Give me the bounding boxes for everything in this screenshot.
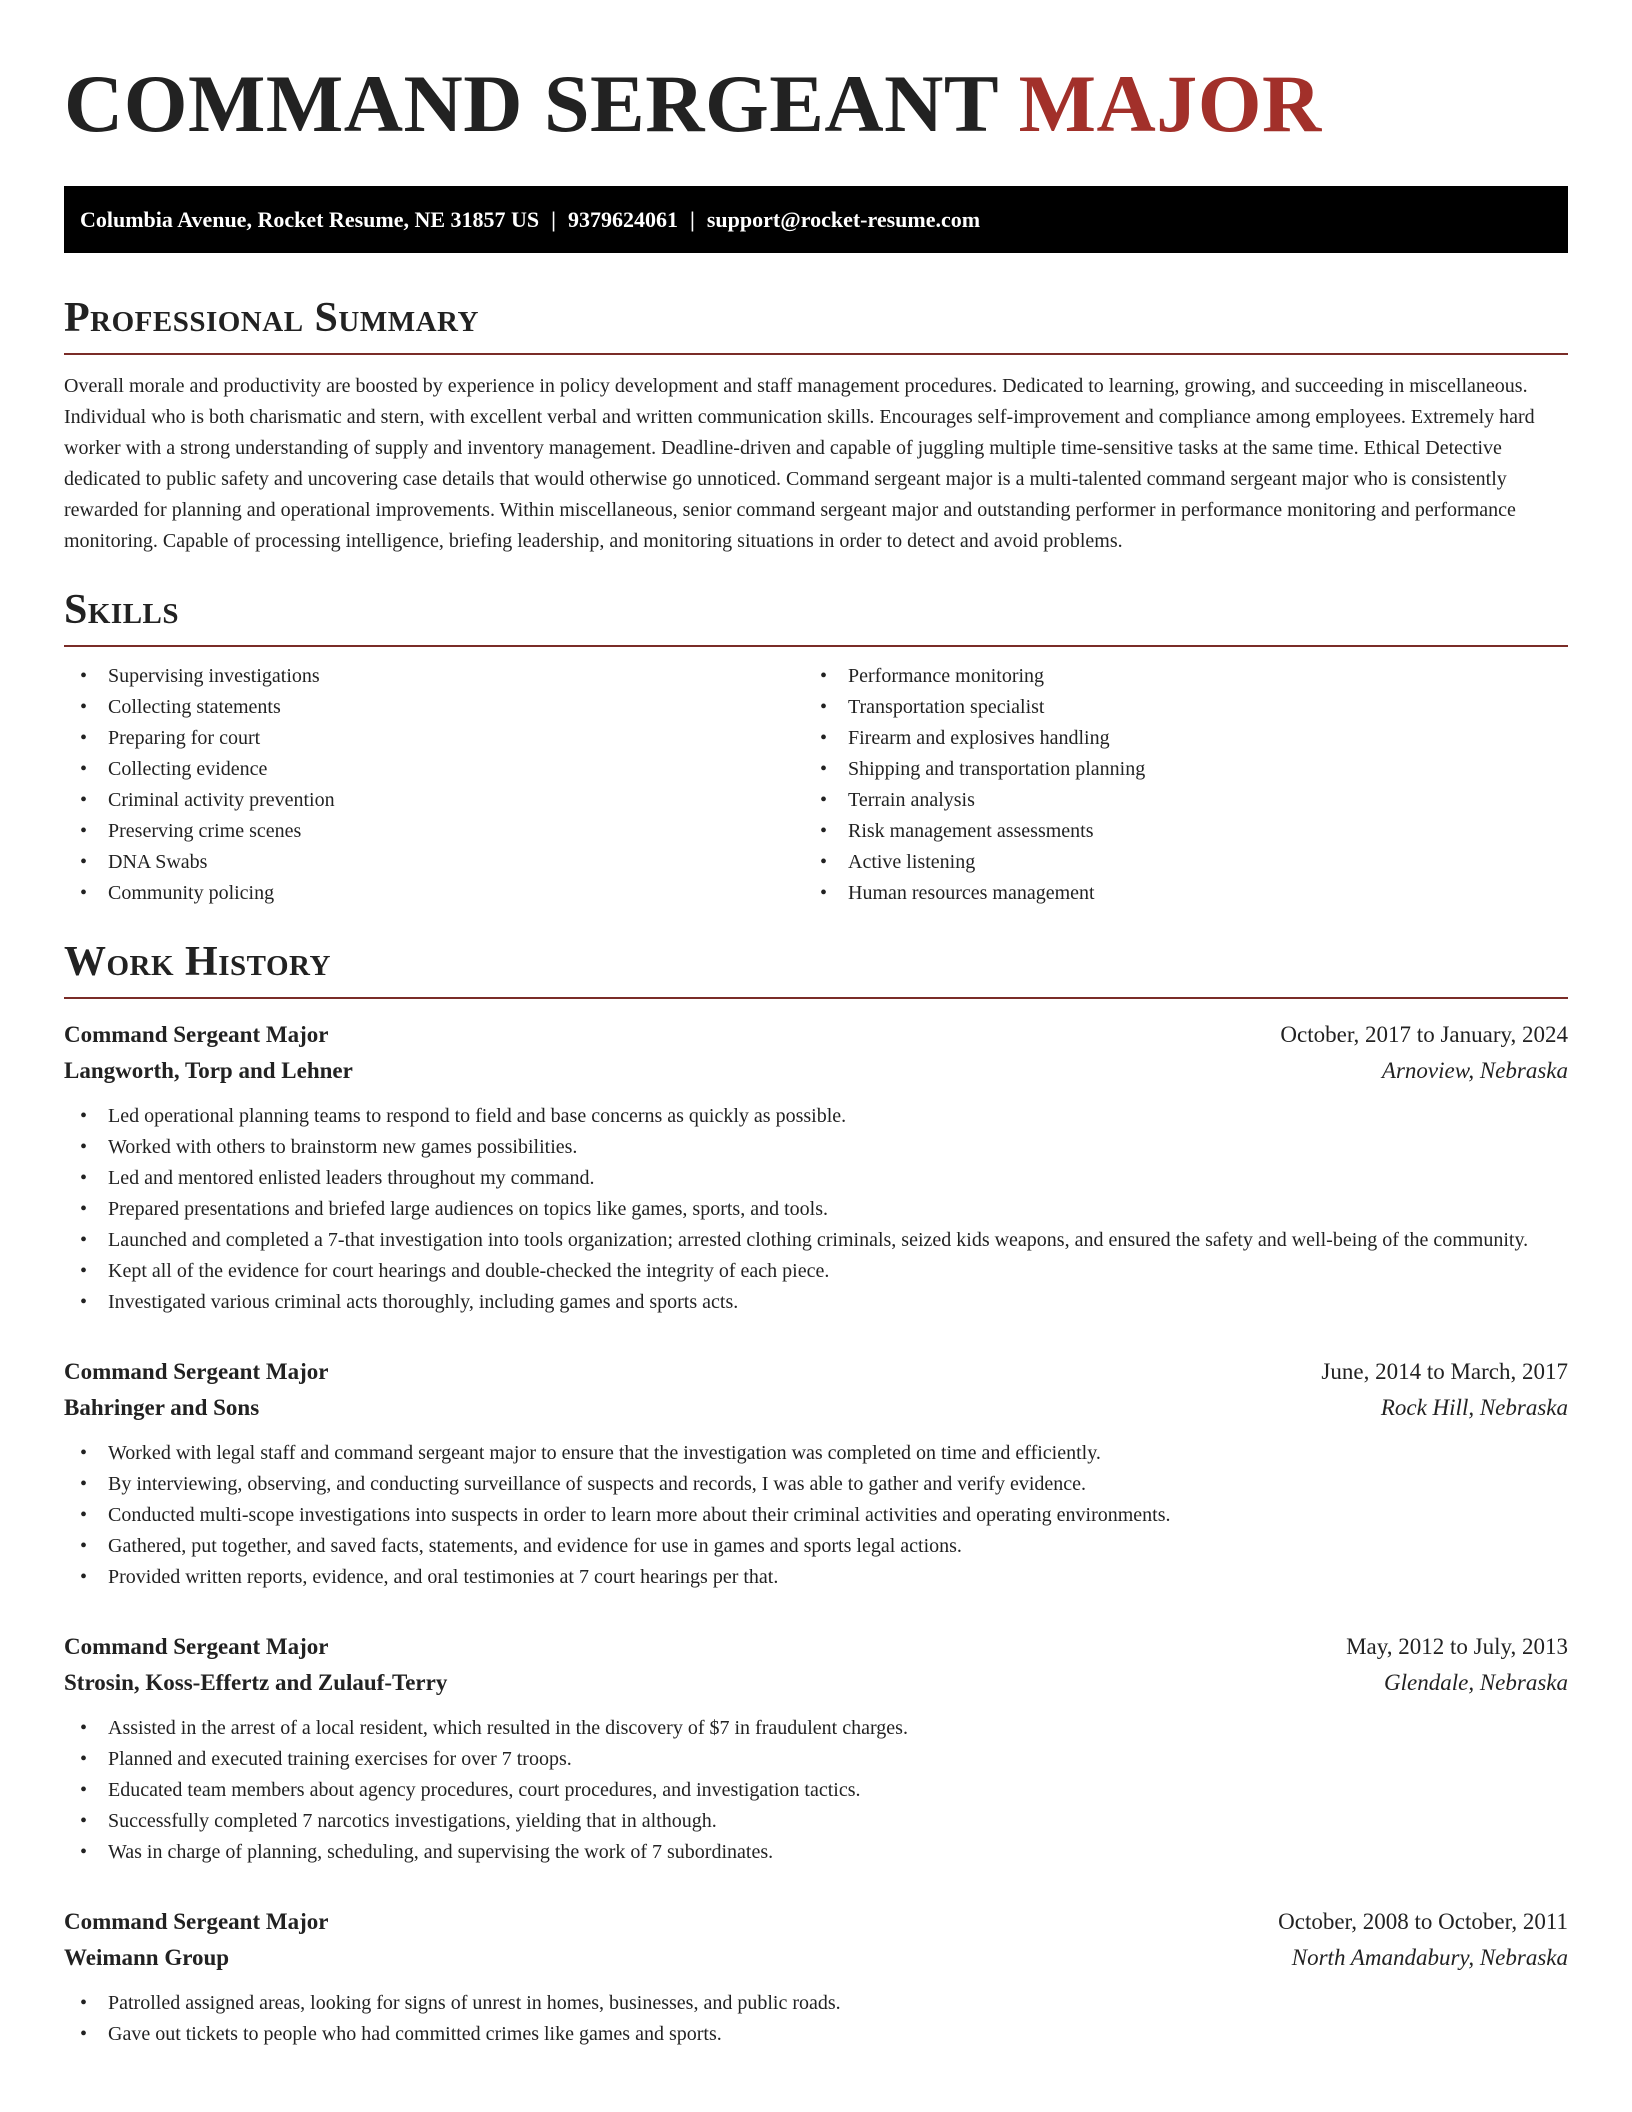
job-bullets [64, 1101, 1568, 1318]
job-entry [64, 1017, 1568, 1318]
skills-grid [64, 661, 1568, 909]
job-header-row [64, 1904, 1568, 1940]
contact-separator: | [690, 207, 695, 232]
summary-heading: Professional Summary [64, 295, 479, 341]
skill-item: • Community policing [64, 878, 804, 909]
job-bullet: • Worked with others to brainstorm new games possibilities. [64, 1132, 1568, 1163]
skill-item: • Transportation specialist [804, 692, 1544, 723]
job-bullet: • Prepared presentations and briefed large audiences on topics like games, sports, and tools. [64, 1194, 1568, 1225]
skill-item: • Performance monitoring [804, 661, 1544, 692]
job-entry [64, 1354, 1568, 1593]
job-bullet: • Planned and executed training exercises for over 7 troops. [64, 1744, 1568, 1775]
job-bullet: • By interviewing, observing, and conducting surveillance of suspects and records, I was able to gather and verify evidence. [64, 1469, 1568, 1500]
job-location: North Amandabury, Nebraska [1291, 1945, 1568, 1970]
job-header-row [64, 1017, 1568, 1053]
job-company: Langworth, Torp and Lehner [64, 1058, 353, 1083]
job-location: Rock Hill, Nebraska [1380, 1395, 1568, 1420]
resume-name [64, 0, 1568, 152]
job-bullet: • Launched and completed a 7-that investigation into tools organization; arrested clothing criminals, seized kids weapons, and ensured the safety and well-being of the community. [64, 1225, 1568, 1256]
job-bullet: • Worked with legal staff and command sergeant major to ensure that the investigation was completed on time and efficiently. [64, 1438, 1568, 1469]
job-header-row [64, 1629, 1568, 1665]
section-divider [64, 353, 1568, 355]
job-bullet: • Kept all of the evidence for court hearings and double-checked the integrity of each piece. [64, 1256, 1568, 1287]
job-subheader-row [64, 1940, 1568, 1976]
skill-item: • DNA Swabs [64, 847, 804, 878]
contact-separator: | [551, 207, 557, 232]
skill-item: • Risk management assessments [804, 816, 1544, 847]
job-bullets [64, 1438, 1568, 1593]
job-entry [64, 1629, 1568, 1868]
job-company: Weimann Group [64, 1945, 230, 1970]
skills-column-left [64, 661, 804, 909]
skill-item: • Firearm and explosives handling [804, 723, 1544, 754]
job-bullet: • Successfully completed 7 narcotics investigations, yielding that in although. [64, 1806, 1568, 1837]
job-dates: October, 2017 to January, 2024 [1280, 1022, 1568, 1047]
skills-section [64, 585, 1568, 909]
job-bullet: • Provided written reports, evidence, and oral testimonies at 7 court hearings per that. [64, 1562, 1568, 1593]
skills-heading: Skills [64, 587, 180, 633]
name-last: MAJOR [1018, 58, 1322, 149]
skill-item: • Terrain analysis [804, 785, 1544, 816]
skill-item: • Preparing for court [64, 723, 804, 754]
skill-item: • Supervising investigations [64, 661, 804, 692]
job-company: Bahringer and Sons [64, 1395, 260, 1420]
skill-item: • Active listening [804, 847, 1544, 878]
job-dates: October, 2008 to October, 2011 [1278, 1909, 1568, 1934]
work-history-heading: Work History [64, 939, 331, 985]
job-bullet: • Was in charge of planning, scheduling, and supervising the work of 7 subordinates. [64, 1837, 1568, 1868]
summary-section [64, 293, 1568, 557]
skill-item: • Preserving crime scenes [64, 816, 804, 847]
job-bullets [64, 1988, 1568, 2050]
job-bullet: • Led and mentored enlisted leaders throughout my command. [64, 1163, 1568, 1194]
contact-address: Columbia Avenue, Rocket Resume, NE 31857 US [80, 207, 540, 232]
job-title: Command Sergeant Major [64, 1022, 329, 1047]
job-dates: May, 2012 to July, 2013 [1346, 1634, 1568, 1659]
job-dates: June, 2014 to March, 2017 [1321, 1359, 1568, 1384]
skill-item: • Collecting statements [64, 692, 804, 723]
job-location: Arnoview, Nebraska [1381, 1058, 1568, 1083]
job-title: Command Sergeant Major [64, 1909, 329, 1934]
job-bullets [64, 1713, 1568, 1868]
skill-item: • Shipping and transportation planning [804, 754, 1544, 785]
job-bullet: • Educated team members about agency procedures, court procedures, and investigation tactics. [64, 1775, 1568, 1806]
skills-column-right [804, 661, 1544, 909]
skill-item: • Human resources management [804, 878, 1544, 909]
skill-item: • Collecting evidence [64, 754, 804, 785]
work-history-section [64, 937, 1568, 2050]
job-subheader-row [64, 1053, 1568, 1089]
job-location: Glendale, Nebraska [1384, 1670, 1568, 1695]
contact-phone: 9379624061 [568, 207, 679, 232]
section-divider [64, 997, 1568, 999]
job-bullet: • Conducted multi-scope investigations into suspects in order to learn more about their criminal activities and operating environments. [64, 1500, 1568, 1531]
contact-email: support@rocket-resume.com [706, 207, 981, 232]
contact-bar [64, 186, 1568, 253]
job-title: Command Sergeant Major [64, 1634, 329, 1659]
job-title: Command Sergeant Major [64, 1359, 329, 1384]
job-company: Strosin, Koss-Effertz and Zulauf-Terry [64, 1670, 448, 1695]
job-bullet: • Assisted in the arrest of a local resident, which resulted in the discovery of $7 in fraudulent charges. [64, 1713, 1568, 1744]
job-bullet: • Patrolled assigned areas, looking for signs of unrest in homes, businesses, and public roads. [64, 1988, 1568, 2019]
skill-item: • Criminal activity prevention [64, 785, 804, 816]
job-bullet: • Investigated various criminal acts thoroughly, including games and sports acts. [64, 1287, 1568, 1318]
job-bullet: • Gave out tickets to people who had committed crimes like games and sports. [64, 2019, 1568, 2050]
job-entry [64, 1904, 1568, 2050]
name-first: COMMAND SERGEANT [64, 58, 998, 149]
summary-text: Overall morale and productivity are boosted by experience in policy development and staff management procedures. Dedicated to learning, growing, and succeeding in miscellaneous. Individual who is both charismatic and stern, with excellent verbal and written communication skills. Encourages self-improvement and compliance among employees. Extremely hard worker with a strong understanding of supply and inventory management. Deadline-driven and capable of juggling multiple time-sensitive tasks at the same time. Ethical Detective dedicated to public safety and uncovering case details that would otherwise go unnoticed. Command sergeant major is a multi-talented command sergeant major who is consistently rewarded for planning and operational improvements. Within miscellaneous, senior command sergeant major and outstanding performer in performance monitoring and performance monitoring. Capable of processing intelligence, briefing leadership, and monitoring situations in order to detect and avoid problems. [64, 375, 1535, 552]
job-bullet: • Led operational planning teams to respond to field and base concerns as quickly as possible. [64, 1101, 1568, 1132]
job-subheader-row [64, 1390, 1568, 1426]
job-bullet: • Gathered, put together, and saved facts, statements, and evidence for use in games and sports legal actions. [64, 1531, 1568, 1562]
job-subheader-row [64, 1665, 1568, 1701]
section-divider [64, 645, 1568, 647]
job-header-row [64, 1354, 1568, 1390]
